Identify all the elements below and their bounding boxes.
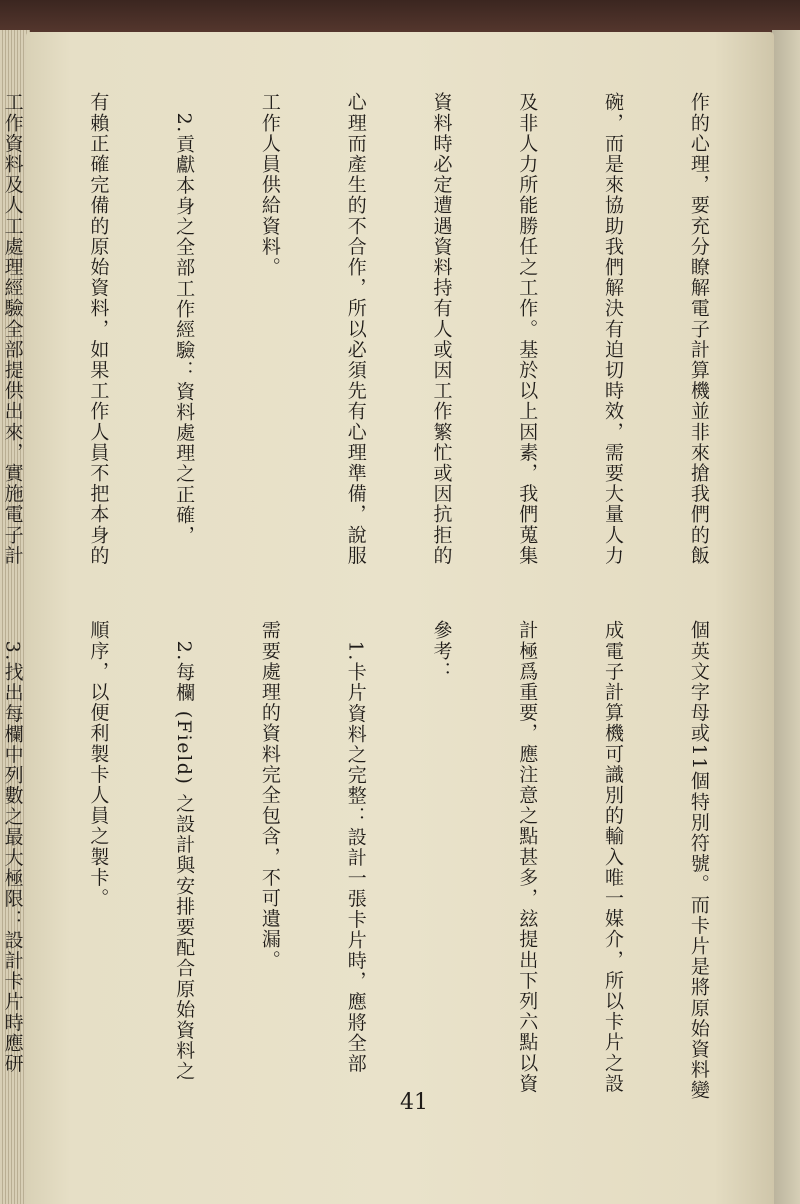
text-column: 參考： (430, 620, 453, 682)
text-column: 2.每欄 (Field) 之設計與安排要配合原始資料之 (173, 620, 196, 1082)
text-column: 心理而產生的不合作，所以必須先有心理準備，說服 (344, 92, 367, 566)
text-column: 作的心理，要充分瞭解電子計算機並非來搶我們的飯 (687, 92, 710, 566)
text-column: 2.貢獻本身之全部工作經驗：資料處理之正確， (173, 92, 196, 546)
text-column: 碗，而是來協助我們解決有迫切時效，需要大量人力 (602, 92, 625, 566)
top-text-block (1, 92, 770, 627)
text-column: 順序，以便利製卡人員之製卡。 (87, 620, 110, 909)
text-column: 1.卡片資料之完整：設計一張卡片時，應將全部 (344, 620, 367, 1074)
text-column: 工作資料及人工處理經驗全部提供出來，實施電子計 (1, 92, 24, 566)
adjacent-page-edge (772, 30, 800, 1204)
text-column: 需要處理的資料完全包含，不可遺漏。 (258, 620, 281, 971)
text-column: 3.找出每欄中列數之最大極限：設計卡片時應研 (1, 620, 24, 1074)
text-column: 成電子計算機可識別的輸入唯一媒介，所以卡片之設 (602, 620, 625, 1094)
text-column: 資料時必定遭遇資料持有人或因工作繁忙或因抗拒的 (430, 92, 453, 566)
text-column: 個英文字母或11個特別符號。而卡片是將原始資料變 (687, 620, 710, 1101)
text-column: 計極爲重要，應注意之點甚多，玆提出下列六點以資 (516, 620, 539, 1094)
page-number: 41 (400, 1090, 428, 1115)
text-column: 有賴正確完備的原始資料，如果工作人員不把本身的 (87, 92, 110, 566)
text-column: 及非人力所能勝任之工作。基於以上因素，我們蒐集 (516, 92, 539, 566)
text-column: 工作人員供給資料。 (258, 92, 281, 278)
bottom-text-block (1, 620, 770, 1120)
